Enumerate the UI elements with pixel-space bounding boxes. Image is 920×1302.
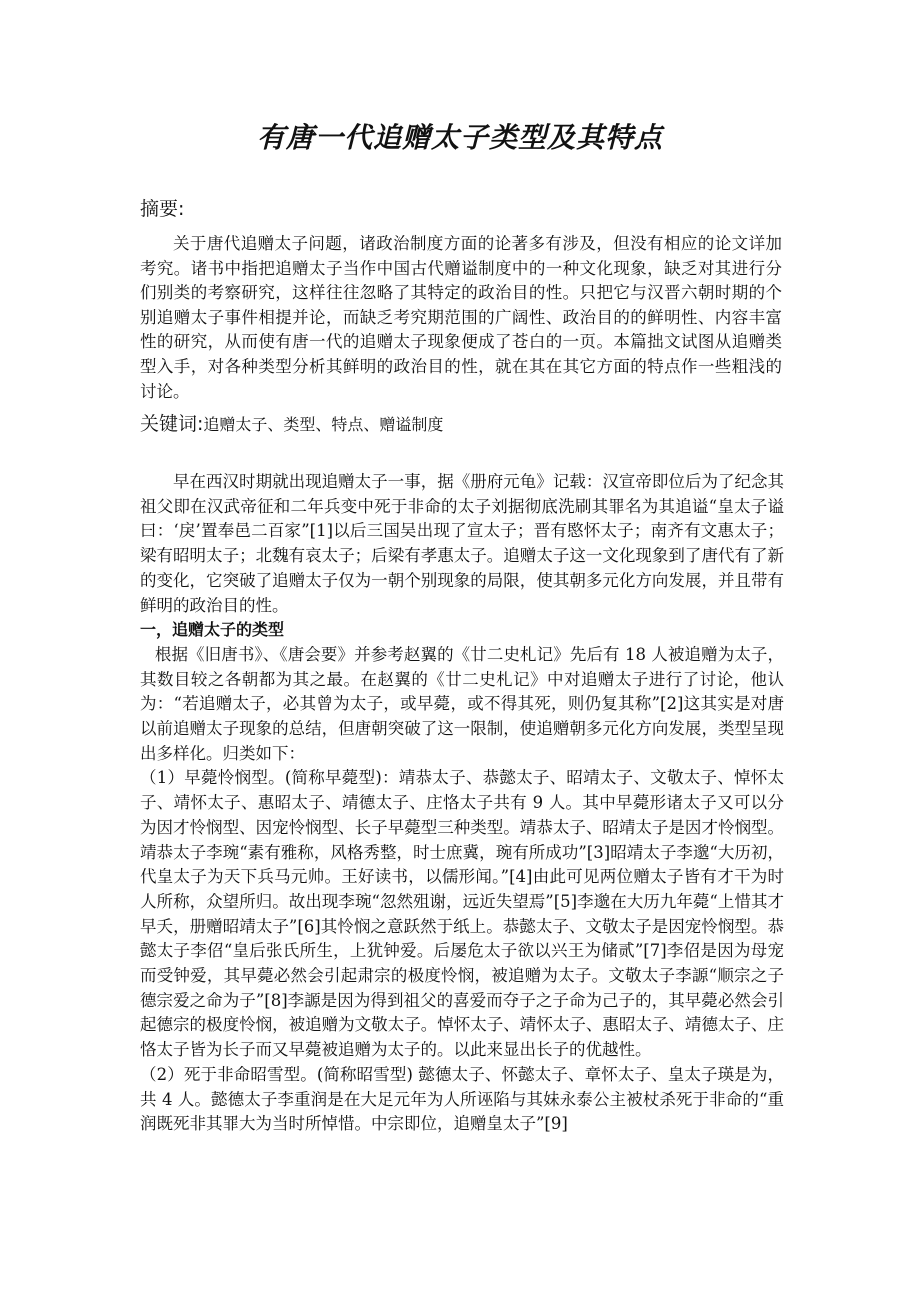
abstract-label: 摘要: (140, 198, 185, 220)
keywords-label: 关键词: (140, 413, 204, 435)
type2-paragraph: （2）死于非命昭雪型。(简称昭雪型) 懿德太子、怀懿太子、章怀太子、皇太子瑛是为，共 4 人。懿德太子李重润是在大足元年为人所诬陷与其妹永泰公主被杖杀死于非命的“重润既死非其罪大为当时所悼惜。中宗即位，追赠皇太子”[9] (140, 1064, 784, 1134)
keywords-text: 追赠太子、类型、特点、赠谥制度 (203, 415, 444, 434)
intro-paragraph: 早在西汉时期就出现追赠太子一事，据《册府元龟》记载：汉宣帝即位后为了纪念其祖父即在汉武帝征和二年兵变中死于非命的太子刘据彻底洗刷其罪名为其追谥“皇太子谥曰：‘戾’置奉邑二百家”[1]以后三国吴出现了宣太子；晋有愍怀太子；南齐有文惠太子；梁有昭明太子；北魏有哀太子；后梁有孝惠太子。追赠太子这一文化现象到了唐代有了新的变化，它突破了追赠太子仅为一朝个别现象的局限，使其朝多元化方向发展，并且带有鲜明的政治目的性。 (140, 472, 784, 615)
type1-paragraph: （1）早薨怜悯型。(简称早薨型)：靖恭太子、恭懿太子、昭靖太子、文敬太子、悼怀太子、靖怀太子、惠昭太子、靖德太子、庄恪太子共有 9 人。其中早薨形诸太子又可以分为因才怜悯型、因宠怜悯型、长子早薨型三种类型。靖恭太子、昭靖太子是因才怜悯型。靖恭太子李琬“素有雅称，风格秀整，时士庶冀，琬有所成功”[3]昭靖太子李邈“大历初，代皇太子为天下兵马元帅。王好读书，以儒形闻。”[4]由此可见两位赠太子皆有才干为时人所称，众望所归。故出现李琬“忽然殂谢，远近失望焉”[5]李邈在大历九年薨“上惜其才早夭，册赠昭靖太子”[6]其怜悯之意跃然于纸上。恭懿太子、文敬太子是因宠怜悯型。恭懿太子李佋“皇后张氏所生，上犹钟爱。后屡危太子欲以兴王为储贰”[7]李佋是因为母宠而受钟爱，其早薨必然会引起肃宗的极度怜悯，被追赠为太子。文敬太子李謜“顺宗之子德宗爱之命为子”[8]李謜是因为得到祖父的喜爱而夺子之子命为己子的，其早薨必然会引起德宗的极度怜悯，被追赠为文敬太子。悼怀太子、靖怀太子、惠昭太子、靖德太子、庄恪太子皆为长子而又早薨被追赠为太子的。以此来显出长子的优越性。 (140, 768, 784, 1060)
keywords-line (140, 411, 790, 438)
abstract-text: 关于唐代追赠太子问题，诸政治制度方面的论著多有涉及，但没有相应的论文详加考究。诸书中指把追赠太子当作中国古代赠谥制度中的一种文化现象，缺乏对其进行分们别类的考察研究，这样往往忽略了其特定的政治目的性。只把它与汉晋六朝时期的个别追赠太子事件相提并论，而缺乏考究期范围的广阔性、政治目的的鲜明性、内容丰富性的研究，从而使有唐一代的追赠太子现象便成了苍白的一页。本篇拙文试图从追赠类型入手，对各种类型分析其鲜明的政治目的性，就在其在其它方面的特点作一些粗浅的讨论。 (140, 234, 782, 401)
section-heading-types: 一，追赠太子的类型 (140, 620, 285, 640)
section-intro-paragraph: 根据《旧唐书》、《唐会要》并参考赵翼的《廿二史札记》先后有 18 人被追赠为太子，其数目较之各朝都为其之最。在赵翼的《廿二史札记》中对追赠太子进行了讨论，他认为：“若追赠太子，必其曾为太子，或早薨，或不得其死，则仍复其称”[2]这其实是对唐以前追赠太子现象的总结，但唐朝突破了这一限制，使追赠朝多元化方向发展，类型呈现出多样化。归类如下： (140, 644, 784, 763)
page-title: 有唐一代追赠太子类型及其特点 (256, 121, 663, 154)
article-body (140, 470, 784, 1137)
